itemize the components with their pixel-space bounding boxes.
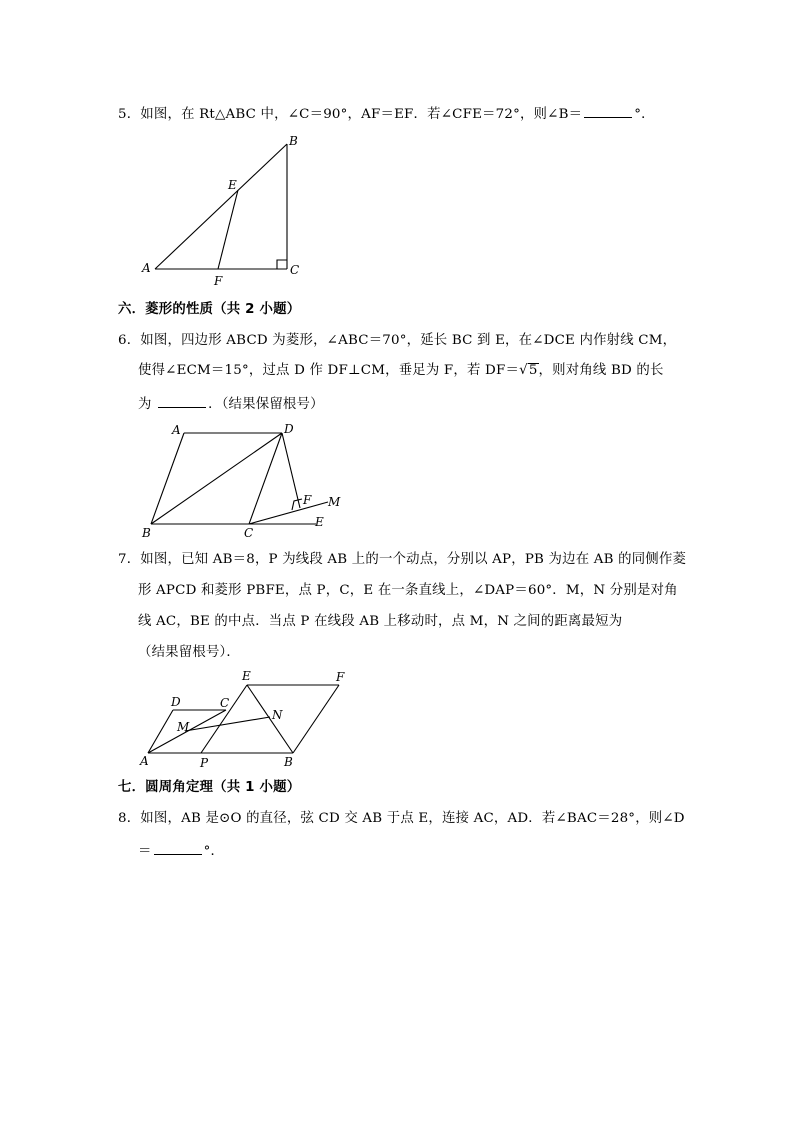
q8-answer-blank[interactable] [154, 840, 202, 855]
q5-label-E: E [228, 178, 237, 192]
q8-line-2-b: °． [203, 844, 225, 859]
q7-label-C: C [220, 696, 230, 710]
q5-figure [130, 128, 310, 288]
q7-line-2: 形 APCD 和菱形 PBFE，点 P，C，E 在一条直线上，∠DAP＝60°．M，N 分别是对角 [138, 583, 678, 598]
q7-line-3: 线 AC，BE 的中点．当点 P 在线段 AB 上移动时，点 M，N 之间的距离最短为 [138, 614, 623, 629]
q7-label-N: N [272, 708, 283, 722]
q7-label-B: B [284, 755, 293, 769]
q6-line-1: 6．如图，四边形 ABCD 为菱形，∠ABC＝70°，延长 BC 到 E，在∠DCE 内作射线 CM， [118, 333, 677, 348]
q6-label-D: D [284, 422, 294, 436]
q6-label-E: E [315, 515, 324, 529]
q6-line-3-b: ．（结果保留根号） [208, 397, 324, 412]
q5-label-B: B [289, 134, 298, 148]
q6-line-3-a: 为 [138, 397, 152, 412]
q5-text-a: 5．如图，在 Rt△ABC 中，∠C＝90°，AF＝EF．若∠CFE＝72°，则∠B＝ [118, 107, 583, 122]
q5-label-A: A [142, 261, 151, 275]
sqrt-symbol: √ [519, 363, 528, 378]
q6-label-A: A [172, 423, 181, 437]
q6-figure [130, 418, 360, 544]
q7-line-4: （结果留根号）． [138, 645, 241, 660]
q6-label-M: M [328, 495, 341, 509]
q5-label-C: C [290, 263, 300, 277]
sqrt-value: 5 [528, 363, 538, 378]
q6-line-2 [138, 361, 664, 381]
section-7-title: 七．圆周角定理（共 1 小题） [118, 780, 301, 795]
q5-text-b: °． [634, 107, 655, 122]
q6-label-C: C [244, 526, 254, 540]
q6-line-2-a: 使得∠ECM＝15°，过点 D 作 DF⊥CM，垂足为 F，若 DF＝ [138, 363, 520, 378]
q5-text [118, 103, 655, 125]
q7-label-A: A [140, 754, 149, 768]
q7-label-M: M [177, 720, 190, 734]
q6-label-B: B [142, 526, 151, 540]
q6-label-F: F [303, 493, 312, 507]
q5-answer-blank[interactable] [584, 103, 632, 118]
q7-label-F: F [336, 670, 345, 684]
q7-label-P: P [200, 756, 209, 770]
q7-line-1: 7．如图，已知 AB＝8，P 为线段 AB 上的一个动点，分别以 AP，PB 为边在 AB 的同侧作菱 [118, 552, 687, 567]
q7-label-D: D [171, 695, 181, 709]
q6-answer-blank[interactable] [158, 393, 206, 408]
q7-label-E: E [242, 669, 251, 683]
q8-line-2 [138, 840, 224, 862]
q6-line-2-b: ，则对角线 BD 的长 [538, 363, 664, 378]
q8-line-1: 8．如图，AB 是⊙O 的直径，弦 CD 交 AB 于点 E，连接 AC，AD．若∠BAC＝28°，则∠D [118, 811, 685, 826]
section-6-title: 六．菱形的性质（共 2 小题） [118, 302, 301, 317]
q6-line-3 [138, 393, 324, 415]
q5-label-F: F [214, 274, 223, 288]
q8-line-2-a: ＝ [138, 844, 152, 859]
q7-figure [130, 665, 360, 773]
